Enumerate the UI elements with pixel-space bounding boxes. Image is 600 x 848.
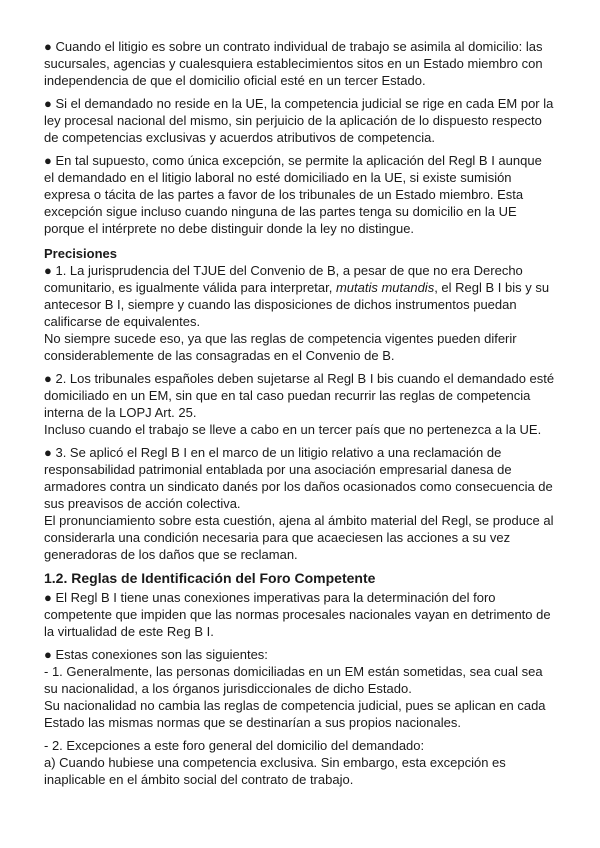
section-paragraph-conexiones [44, 589, 560, 640]
text-line: ● Estas conexiones son las siguientes: [44, 647, 268, 662]
text-line: Estado las mismas normas que se destinarían a sus propios nacionales. [44, 715, 461, 730]
text-line: excepción sigue incluso cuando ninguna de las partes tenga su domicilio en la UE [44, 204, 517, 219]
text-line: expresa o tácita de las partes a favor de los tribunales de un Estado miembro. Esta [44, 187, 524, 202]
text-line: a) Cuando hubiese una competencia exclusiva. Sin embargo, esta excepción es [44, 755, 506, 770]
precision-1 [44, 262, 560, 364]
text-line: antecesor B I, siempre y cuando las disposiciones de dichos instrumentos puedan [44, 297, 517, 312]
text-line: inaplicable en el ámbito social del contrato de trabajo. [44, 772, 354, 787]
text-line: ● 1. La jurisprudencia del TJUE del Convenio de B, a pesar de que no era Derecho [44, 263, 523, 278]
text-line: ● 2. Los tribunales españoles deben sujetarse al Regl B I bis cuando el demandado esté [44, 371, 555, 386]
paragraph-domicilio-asimilado [44, 38, 560, 89]
text-line: armadores contra un sindicato danés por los daños ocasionados como consecuencia de [44, 479, 553, 494]
text-line: - 1. Generalmente, las personas domiciliadas en un EM están sometidas, sea cual sea [44, 664, 543, 679]
latin-phrase: mutatis mutandis [335, 280, 435, 295]
precision-3 [44, 444, 560, 563]
paragraph-demandado-no-ue [44, 95, 560, 146]
text-line: ● El Regl B I tiene unas conexiones imperativas para la determinación del foro [44, 590, 496, 605]
text-line: independencia de que el domicilio oficial esté en un tercer Estado. [44, 73, 426, 88]
text-line: ● 3. Se aplicó el Regl B I en el marco de un litigio relativo a una reclamación de [44, 445, 502, 460]
text-line: ley procesal nacional del mismo, sin perjuicio de la aplicación de lo dispuesto respecto [44, 113, 542, 128]
paragraph-excepcion-sumision [44, 152, 560, 237]
text-line: Su nacionalidad no cambia las reglas de competencia judicial, pues se aplican en cada [44, 698, 546, 713]
section-paragraph-lista-conexiones [44, 646, 560, 731]
precisiones-heading: Precisiones [44, 246, 117, 261]
text-fragment: comunitario, es igualmente válida para interpretar, [44, 280, 336, 295]
text-line: de competencias exclusivas y acuerdos atributivos de competencia. [44, 130, 435, 145]
text-line: competente que impiden que las normas procesales nacionales vayan en detrimento de [44, 607, 551, 622]
text-line: el demandado en el litigio laboral no esté domiciliado en la UE, si existe sumisión [44, 170, 512, 185]
text-line: Incluso cuando el trabajo se lleve a cabo en un tercer país que no pertenezca a la UE. [44, 422, 542, 437]
text-line: interna de la LOPJ Art. 25. [44, 405, 197, 420]
section-paragraph-excepciones [44, 737, 560, 788]
text-line: considerarla una condición necesaria para que acaeciesen las acciones a su vez [44, 530, 511, 545]
text-line [44, 279, 560, 296]
text-line: porque el intérprete no debe distinguir donde la ley no distingue. [44, 221, 415, 236]
precision-2 [44, 370, 560, 438]
text-line: responsabilidad patrimonial entablada por una asociación empresarial danesa de [44, 462, 512, 477]
text-line: domiciliado en un EM, sin que en tal caso puedan recurrir las reglas de competencia [44, 388, 531, 403]
text-line: ● Cuando el litigio es sobre un contrato individual de trabajo se asimila al domicilio: las [44, 39, 543, 54]
text-line: su nacionalidad, a los órganos jurisdiccionales de dicho Estado. [44, 681, 412, 696]
text-line: la virtualidad de este Reg B I. [44, 624, 214, 639]
text-line: sucursales, agencias y cualesquiera establecimientos sitos en un Estado miembro con [44, 56, 543, 71]
text-line: sus preavisos de acción colectiva. [44, 496, 241, 511]
text-line: ● Si el demandado no reside en la UE, la competencia judicial se rige en cada EM por la [44, 96, 554, 111]
text-line: considerablemente de las consagradas en el Convenio de B. [44, 348, 395, 363]
text-fragment: , el Regl B I bis y su [434, 280, 550, 295]
section-title: 1.2. Reglas de Identificación del Foro Competente [44, 570, 376, 586]
text-line: - 2. Excepciones a este foro general del domicilio del demandado: [44, 738, 425, 753]
text-line: No siempre sucede eso, ya que las reglas de competencia vigentes pueden diferir [44, 331, 517, 346]
text-line: El pronunciamiento sobre esta cuestión, ajena al ámbito material del Regl, se produce al [44, 513, 554, 528]
text-line: ● En tal supuesto, como única excepción, se permite la aplicación del Regl B I aunque [44, 153, 542, 168]
text-line: calificarse de equivalentes. [44, 314, 201, 329]
text-line: generadoras de los daños que se reclaman. [44, 547, 298, 562]
